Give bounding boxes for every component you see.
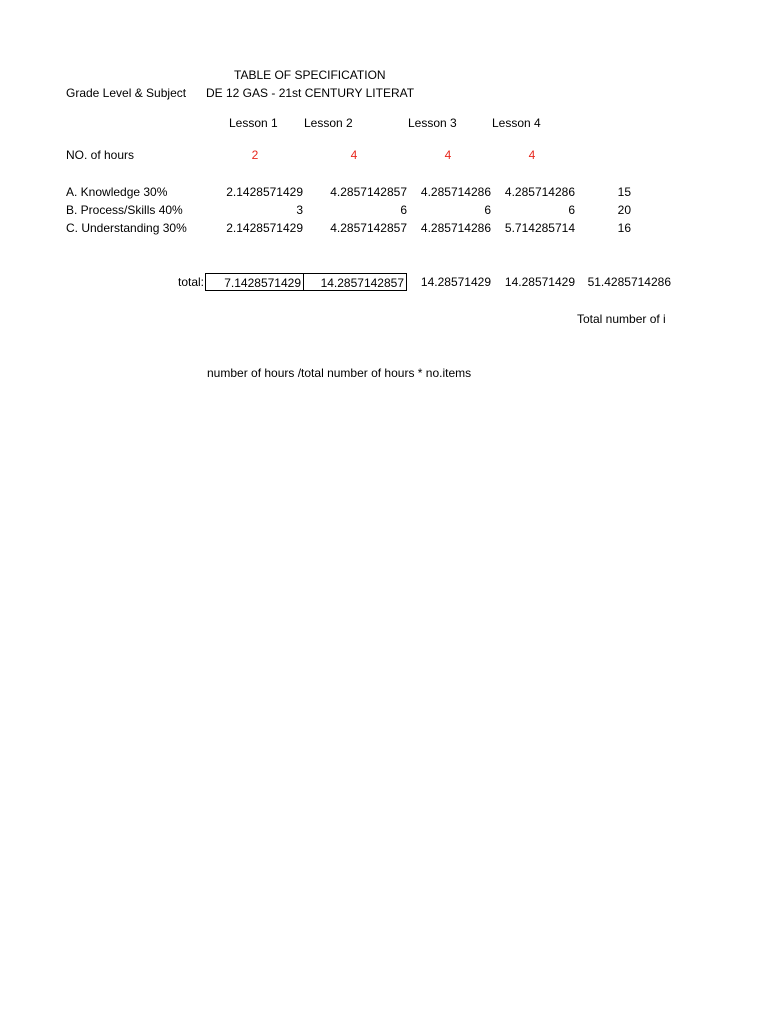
total-lesson-1: 7.1428571429 [224, 276, 301, 290]
row-a-lesson-1: 2.1428571429 [226, 185, 303, 199]
hours-value-3: 4 [444, 148, 452, 162]
row-a-lesson-4: 4.285714286 [504, 185, 575, 199]
grade-level-value: DE 12 GAS - 21st CENTURY LITERAT [206, 86, 415, 100]
total-lesson-2: 14.2857142857 [320, 276, 404, 290]
totals-label: total: [177, 275, 204, 289]
row-c-total: 16 [617, 221, 631, 235]
row-c-lesson-4: 5.714285714 [504, 221, 575, 235]
row-c-lesson-1: 2.1428571429 [226, 221, 303, 235]
row-c-lesson-3: 4.285714286 [420, 221, 491, 235]
row-a-lesson-2: 4.2857142857 [330, 185, 407, 199]
row-a-total: 15 [617, 185, 631, 199]
lesson-header-4: Lesson 4 [492, 116, 541, 130]
grand-total: 51.4285714286 [587, 275, 671, 289]
row-b-lesson-2: 6 [400, 203, 407, 217]
hours-label: NO. of hours [66, 148, 135, 162]
row-a-lesson-3: 4.285714286 [420, 185, 491, 199]
hours-value-4: 4 [528, 148, 536, 162]
row-c-lesson-2: 4.2857142857 [330, 221, 407, 235]
lesson-header-3: Lesson 3 [408, 116, 457, 130]
row-a-label: A. Knowledge 30% [66, 185, 168, 199]
row-c-label: C. Understanding 30% [66, 221, 187, 235]
row-b-label: B. Process/Skills 40% [66, 203, 183, 217]
lesson-header-2: Lesson 2 [304, 116, 353, 130]
row-b-total: 20 [617, 203, 631, 217]
row-b-lesson-4: 6 [568, 203, 575, 217]
row-b-lesson-1: 3 [296, 203, 303, 217]
total-items-label: Total number of i [577, 312, 666, 326]
total-lesson-4: 14.28571429 [504, 275, 575, 289]
formula-note: number of hours /total number of hours * no.items [207, 366, 472, 380]
grade-level-label: Grade Level & Subject [66, 86, 187, 100]
total-lesson-1-cell[interactable] [205, 273, 304, 291]
total-lesson-2-cell[interactable] [303, 273, 407, 291]
hours-value-2: 4 [350, 148, 358, 162]
page-title: TABLE OF SPECIFICATION [234, 68, 386, 82]
row-b-lesson-3: 6 [484, 203, 491, 217]
hours-value-1: 2 [251, 148, 259, 162]
lesson-header-1: Lesson 1 [229, 116, 278, 130]
total-lesson-3: 14.28571429 [420, 275, 491, 289]
